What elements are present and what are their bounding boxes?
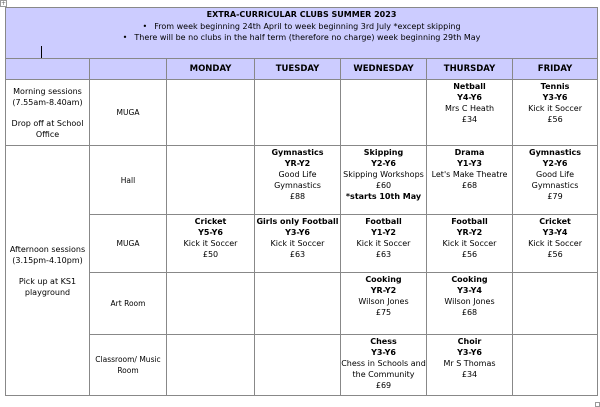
club-entry: [167, 215, 254, 260]
club-entry: [427, 146, 512, 191]
club-entry: [427, 80, 512, 125]
table-row: [6, 215, 598, 273]
club-cell: [341, 335, 427, 396]
club-name: Choir: [457, 337, 482, 346]
club-cell: [255, 80, 341, 146]
club-entry: [427, 335, 512, 380]
club-cell: [513, 335, 598, 396]
session-note: Drop off at School Office: [11, 118, 84, 139]
club-cost: £34: [461, 370, 478, 379]
table-row: [6, 273, 598, 335]
club-entry: [427, 215, 512, 260]
club-cell: [427, 215, 513, 273]
club-years: Y5-Y6: [198, 228, 223, 237]
club-entry: [513, 146, 597, 202]
session-label: Morning sessions (7.55am-8.40am): [12, 86, 83, 107]
club-cell: [513, 146, 598, 215]
club-name: Gymnastics: [529, 148, 582, 157]
header-banner: [6, 8, 598, 59]
club-provider: Mrs C Heath: [444, 104, 495, 113]
club-name: Cooking: [365, 275, 402, 284]
club-name: Tennis: [540, 82, 570, 91]
club-years: YR-Y2: [370, 286, 397, 295]
club-years: Y2-Y6: [371, 159, 396, 168]
venue-label: Classroom/ Music Room: [90, 335, 167, 396]
club-cost: £69: [375, 381, 392, 390]
club-cost: £63: [289, 250, 306, 259]
club-years: Y2-Y6: [542, 159, 568, 168]
club-years: Y3-Y6: [371, 348, 396, 357]
club-provider: Kick it Soccer: [528, 239, 582, 248]
club-provider: Kick it Soccer: [442, 239, 497, 248]
club-name: Cricket: [194, 217, 227, 226]
day-header-row: [6, 59, 598, 80]
club-entry: [513, 215, 597, 260]
club-cost: £50: [202, 250, 219, 259]
day-friday: FRIDAY: [513, 59, 598, 80]
club-provider: Kick it Soccer: [183, 239, 238, 248]
club-provider: Wilson Jones: [358, 297, 409, 306]
club-provider: Good Life Gymnastics: [274, 170, 321, 190]
day-monday: MONDAY: [167, 59, 255, 80]
venue-label: MUGA: [90, 80, 167, 146]
club-entry: [341, 215, 426, 260]
club-years: Y1-Y2: [371, 228, 396, 237]
venue-label: MUGA: [90, 215, 167, 273]
header-note: • From week beginning 24th April to week beginning 3rd July *except skipping: [6, 21, 597, 33]
club-cell: [513, 80, 598, 146]
club-provider: Skipping Workshops: [343, 170, 424, 179]
club-cost: £68: [461, 308, 478, 317]
club-cost: £56: [461, 250, 478, 259]
session-label: Afternoon sessions (3.15pm-4.10pm): [9, 244, 86, 265]
clubs-table: [5, 7, 598, 396]
club-cell: [341, 215, 427, 273]
club-entry: [255, 146, 340, 202]
club-cell: [513, 215, 598, 273]
club-cost: £63: [375, 250, 392, 259]
table-row: [6, 80, 598, 146]
club-cost: £75: [375, 308, 392, 317]
club-entry: [513, 80, 597, 125]
club-cell: [167, 273, 255, 335]
club-cell: [341, 146, 427, 215]
club-years: Y3-Y6: [285, 228, 310, 237]
table-row: [6, 335, 598, 396]
club-cell: [255, 146, 341, 215]
day-thursday: THURSDAY: [427, 59, 513, 80]
club-provider: Let's Make Theatre: [431, 170, 508, 179]
club-name: Girls only Football: [256, 217, 339, 226]
day-tuesday: TUESDAY: [255, 59, 341, 80]
club-years: Y1-Y3: [457, 159, 482, 168]
header-note: • There will be no clubs in the half term (therefore no charge) week beginning 29th May: [6, 32, 597, 44]
club-cell: [341, 80, 427, 146]
club-years: YR-Y2: [456, 228, 483, 237]
club-entry: [341, 273, 426, 318]
club-name: Netball: [453, 82, 486, 91]
table-row: [6, 146, 598, 215]
club-cell: [167, 146, 255, 215]
club-cell: [167, 215, 255, 273]
club-entry: [255, 215, 340, 260]
club-name: Drama: [454, 148, 485, 157]
club-cell: [167, 80, 255, 146]
club-entry: [341, 335, 426, 391]
club-provider: Chess in Schools and the Community: [341, 359, 426, 379]
club-cell: [255, 335, 341, 396]
club-entry: [341, 146, 426, 202]
venue-label: Art Room: [90, 273, 167, 335]
day-wednesday: WEDNESDAY: [341, 59, 427, 80]
club-cost: £34: [461, 115, 478, 124]
club-cell: [167, 335, 255, 396]
club-years: Y4-Y6: [457, 93, 482, 102]
club-cell: [427, 146, 513, 215]
club-name: Cooking: [451, 275, 488, 284]
club-cell: [427, 335, 513, 396]
club-cell: [427, 80, 513, 146]
venue-label: Hall: [90, 146, 167, 215]
afternoon-session-cell: [6, 146, 90, 396]
page-title: EXTRA-CURRICULAR CLUBS SUMMER 2023: [206, 10, 397, 19]
club-years: Y3-Y4: [457, 286, 482, 295]
club-provider: Wilson Jones: [444, 297, 495, 306]
club-name: Skipping: [363, 148, 404, 157]
club-cost: £68: [461, 181, 478, 190]
session-note: Pick up at KS1 playground: [18, 276, 77, 297]
club-cost: £88: [289, 192, 306, 201]
club-cell: [255, 215, 341, 273]
club-name: Chess: [370, 337, 397, 346]
club-name: Gymnastics: [271, 148, 324, 157]
club-provider: Mr S Thomas: [443, 359, 496, 368]
club-note: *starts 10th May: [345, 192, 422, 201]
club-cell: [427, 273, 513, 335]
club-cost: £79: [547, 192, 563, 201]
club-provider: Kick it Soccer: [270, 239, 325, 248]
club-name: Cricket: [539, 217, 571, 226]
club-entry: [427, 273, 512, 318]
club-cell: [341, 273, 427, 335]
club-provider: Kick it Soccer: [528, 104, 582, 113]
club-cell: [255, 273, 341, 335]
table-move-handle-icon[interactable]: +: [1, 0, 7, 7]
club-provider: Good Life Gymnastics: [531, 170, 579, 190]
club-cell: [513, 273, 598, 335]
resize-handle-icon[interactable]: [595, 402, 600, 407]
club-cost: £56: [547, 115, 563, 124]
club-years: Y3-Y6: [542, 93, 568, 102]
header-notes: [6, 21, 597, 44]
club-name: Football: [365, 217, 402, 226]
morning-session-cell: [6, 80, 90, 146]
club-cost: £56: [547, 250, 563, 259]
text-cursor: [41, 46, 42, 58]
club-years: Y3-Y4: [542, 228, 568, 237]
club-years: YR-Y2: [284, 159, 311, 168]
club-cost: £60: [375, 181, 392, 190]
club-name: Football: [451, 217, 488, 226]
club-provider: Kick it Soccer: [356, 239, 411, 248]
club-years: Y3-Y6: [457, 348, 482, 357]
